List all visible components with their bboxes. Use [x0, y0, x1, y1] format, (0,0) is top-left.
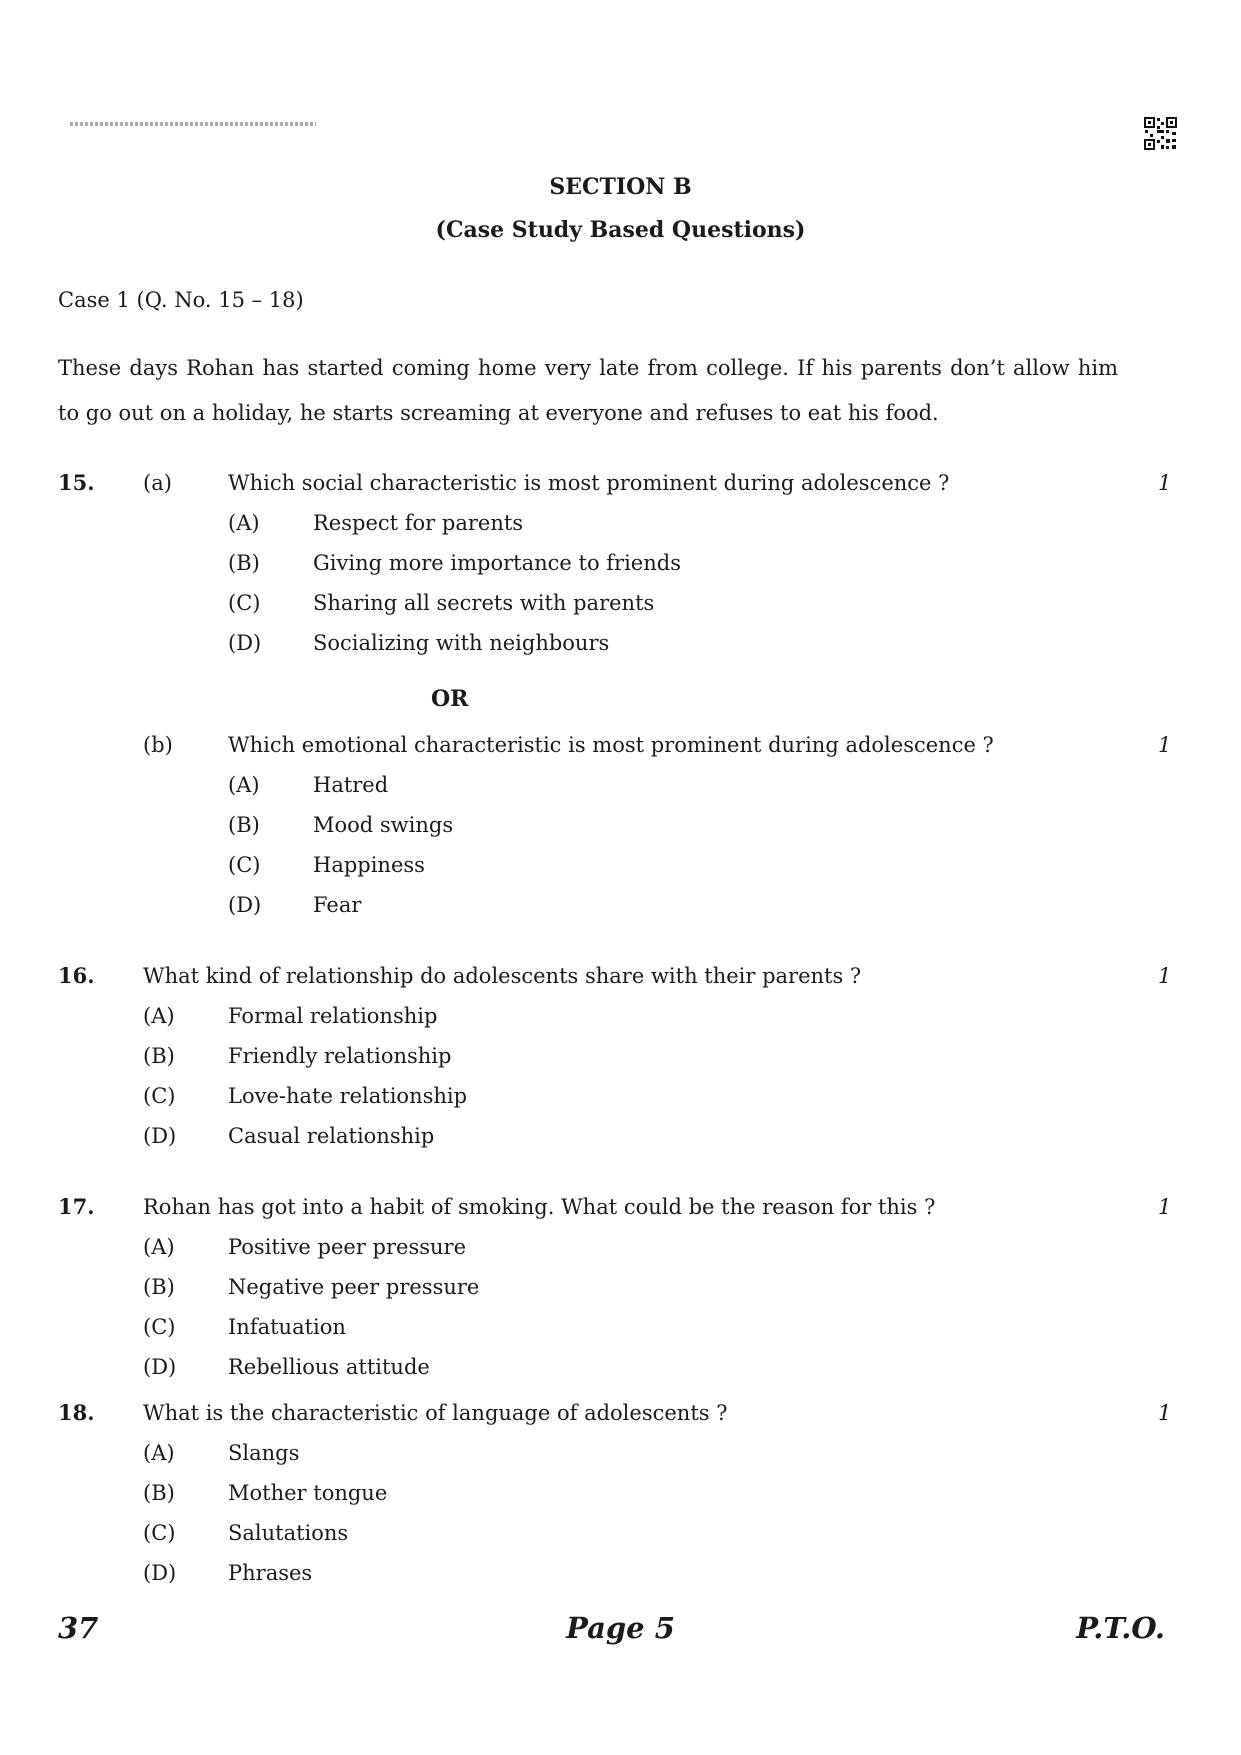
- option-text: Casual relationship: [228, 1124, 435, 1148]
- marks: 1: [1158, 1401, 1172, 1425]
- option-text: Salutations: [228, 1521, 349, 1545]
- option-key: (D): [228, 893, 262, 917]
- question-number: 16.: [58, 963, 95, 988]
- option-text: Giving more importance to friends: [313, 551, 681, 575]
- question-number: 17.: [58, 1194, 95, 1219]
- option-key: (C): [143, 1315, 176, 1339]
- case-label: Case 1 (Q. No. 15 – 18): [58, 288, 304, 312]
- qr-code-icon: [1144, 117, 1177, 150]
- option-text: Hatred: [313, 773, 389, 797]
- option-text: Fear: [313, 893, 362, 917]
- option-text: Negative peer pressure: [228, 1275, 480, 1299]
- paper-code: 37: [58, 1611, 99, 1645]
- option-key: (C): [228, 853, 261, 877]
- option-text: Phrases: [228, 1561, 313, 1585]
- case-paragraph: These days Rohan has started coming home very late from college. If his parents don’t allow him to go out on a holiday, he starts screaming at everyone and refuses to eat his food.: [58, 356, 1118, 425]
- option-text: Sharing all secrets with parents: [313, 591, 655, 615]
- option-key: (B): [143, 1481, 175, 1505]
- or-label: OR: [431, 686, 469, 712]
- option-text: Happiness: [313, 853, 425, 877]
- question-number: 18.: [58, 1400, 95, 1425]
- option-text: Friendly relationship: [228, 1044, 452, 1068]
- option-text: Slangs: [228, 1441, 300, 1465]
- question-text: Which social characteristic is most prominent during adolescence ?: [228, 471, 950, 495]
- option-key: (A): [228, 511, 260, 535]
- question-number: 15.: [58, 470, 95, 495]
- option-key: (D): [143, 1355, 177, 1379]
- option-key: (C): [143, 1521, 176, 1545]
- pto-label: P.T.O.: [1076, 1611, 1165, 1645]
- option-text: Formal relationship: [228, 1004, 438, 1028]
- option-key: (A): [143, 1004, 175, 1028]
- section-subtitle: (Case Study Based Questions): [435, 217, 806, 243]
- option-key: (D): [143, 1124, 177, 1148]
- option-text: Mood swings: [313, 813, 454, 837]
- option-key: (A): [228, 773, 260, 797]
- option-key: (B): [143, 1044, 175, 1068]
- option-key: (A): [143, 1235, 175, 1259]
- option-key: (D): [228, 631, 262, 655]
- option-text: Respect for parents: [313, 511, 524, 535]
- part-label: (a): [143, 471, 172, 495]
- question-text: Which emotional characteristic is most prominent during adolescence ?: [228, 733, 994, 757]
- option-key: (B): [143, 1275, 175, 1299]
- option-key: (C): [228, 591, 261, 615]
- option-text: Rebellious attitude: [228, 1355, 430, 1379]
- section-title: SECTION B: [549, 174, 692, 200]
- option-key: (D): [143, 1561, 177, 1585]
- option-key: (B): [228, 551, 260, 575]
- option-text: Socializing with neighbours: [313, 631, 610, 655]
- option-key: (B): [228, 813, 260, 837]
- marks: 1: [1158, 733, 1172, 757]
- option-key: (A): [143, 1441, 175, 1465]
- option-text: Love-hate relationship: [228, 1084, 468, 1108]
- header-strip: [70, 122, 316, 126]
- question-text: What kind of relationship do adolescents share with their parents ?: [143, 964, 862, 988]
- option-text: Positive peer pressure: [228, 1235, 467, 1259]
- question-text: What is the characteristic of language of adolescents ?: [143, 1401, 728, 1425]
- page-number: Page 5: [566, 1611, 675, 1645]
- marks: 1: [1158, 471, 1172, 495]
- marks: 1: [1158, 964, 1172, 988]
- question-text: Rohan has got into a habit of smoking. What could be the reason for this ?: [143, 1195, 936, 1219]
- option-text: Mother tongue: [228, 1481, 388, 1505]
- option-key: (C): [143, 1084, 176, 1108]
- part-label: (b): [143, 733, 173, 757]
- option-text: Infatuation: [228, 1315, 346, 1339]
- marks: 1: [1158, 1195, 1172, 1219]
